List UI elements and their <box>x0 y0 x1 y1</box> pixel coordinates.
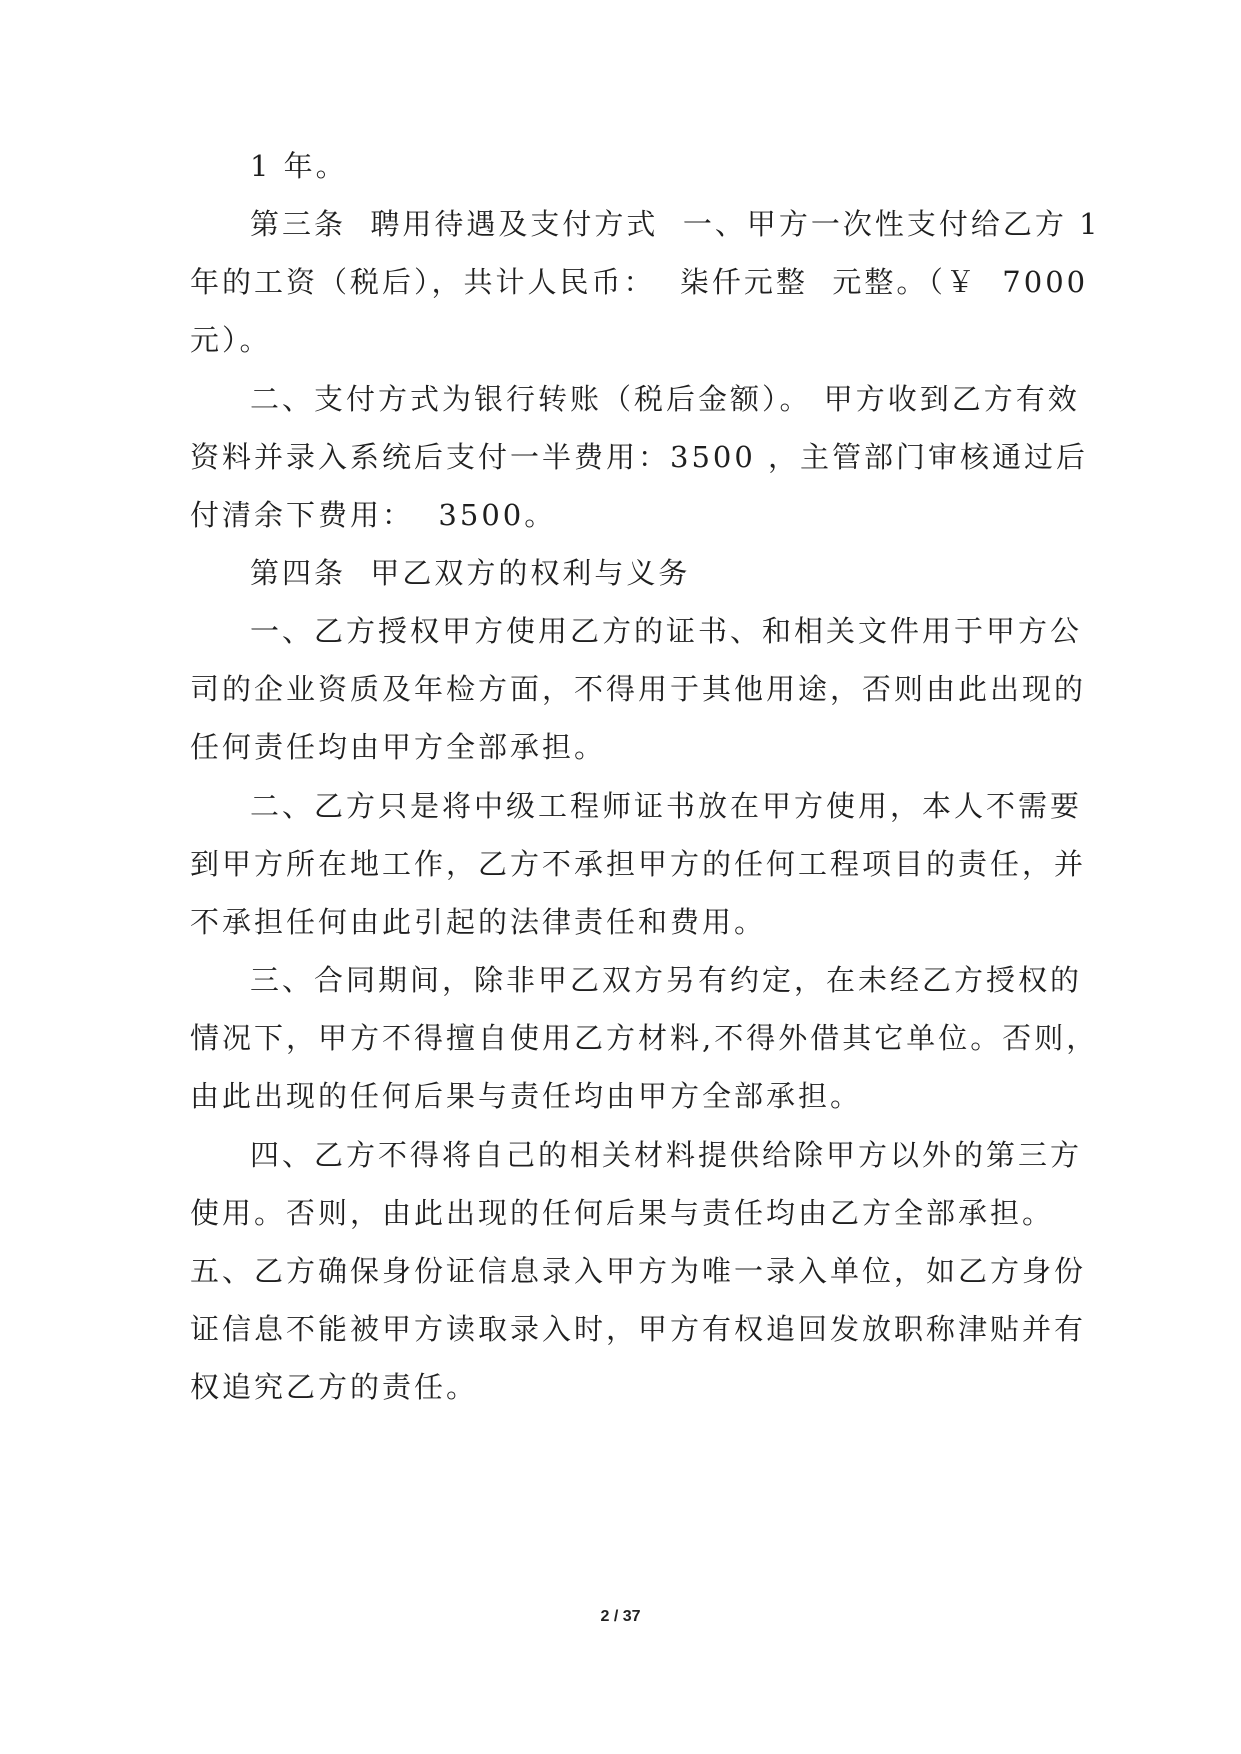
text-line: 由此出现的任何后果与责任均由甲方全部承担。 <box>190 1079 863 1113</box>
text-line: 司的企业资质及年检方面，不得用于其他用途，否则由此出现的 <box>190 672 1087 706</box>
text-line: 二、支付方式为银行转账（税后金额）。 甲方收到乙方有效 <box>250 382 1080 416</box>
text-line: 年的工资（税后），共计人民币： 柒仟元整 元整。（￥ 7000 <box>190 265 1089 299</box>
text-line: 五、乙方确保身份证信息录入甲方为唯一录入单位，如乙方身份 <box>190 1254 1087 1288</box>
text-line: 情况下，甲方不得擅自使用乙方材料,不得外借其它单位。否则， <box>190 1021 1099 1055</box>
section-heading: 第四条 甲乙双方的权利与义务 <box>250 556 691 590</box>
text-line: 权追究乙方的责任。 <box>190 1370 479 1404</box>
text-line: 资料并录入系统后支付一半费用：3500 ，主管部门审核通过后 <box>190 440 1089 474</box>
text-line: 不承担任何由此引起的法律责任和费用。 <box>190 905 767 939</box>
text-line: 第三条 聘用待遇及支付方式 一、甲方一次性支付给乙方 1 <box>250 207 1101 241</box>
text-line: 一、乙方授权甲方使用乙方的证书、和相关文件用于甲方公 <box>250 614 1083 648</box>
text-line: 付清余下费用： 3500。 <box>190 498 557 532</box>
text-line: 使用。否则，由此出现的任何后果与责任均由乙方全部承担。 <box>190 1196 1055 1230</box>
page-number: 2 / 37 <box>600 1608 641 1625</box>
text-line: 任何责任均由甲方全部承担。 <box>190 730 607 764</box>
text-line: 四、乙方不得将自己的相关材料提供给除甲方以外的第三方 <box>250 1138 1083 1172</box>
text-line: 到甲方所在地工作，乙方不承担甲方的任何工程项目的责任，并 <box>190 847 1087 881</box>
text-line: 1 年。 <box>250 149 348 183</box>
text-line: 三、合同期间，除非甲乙双方另有约定，在未经乙方授权的 <box>250 963 1083 997</box>
text-line: 元）。 <box>190 323 272 357</box>
text-line: 证信息不能被甲方读取录入时，甲方有权追回发放职称津贴并有 <box>190 1312 1087 1346</box>
text-line: 二、乙方只是将中级工程师证书放在甲方使用，本人不需要 <box>250 789 1083 823</box>
